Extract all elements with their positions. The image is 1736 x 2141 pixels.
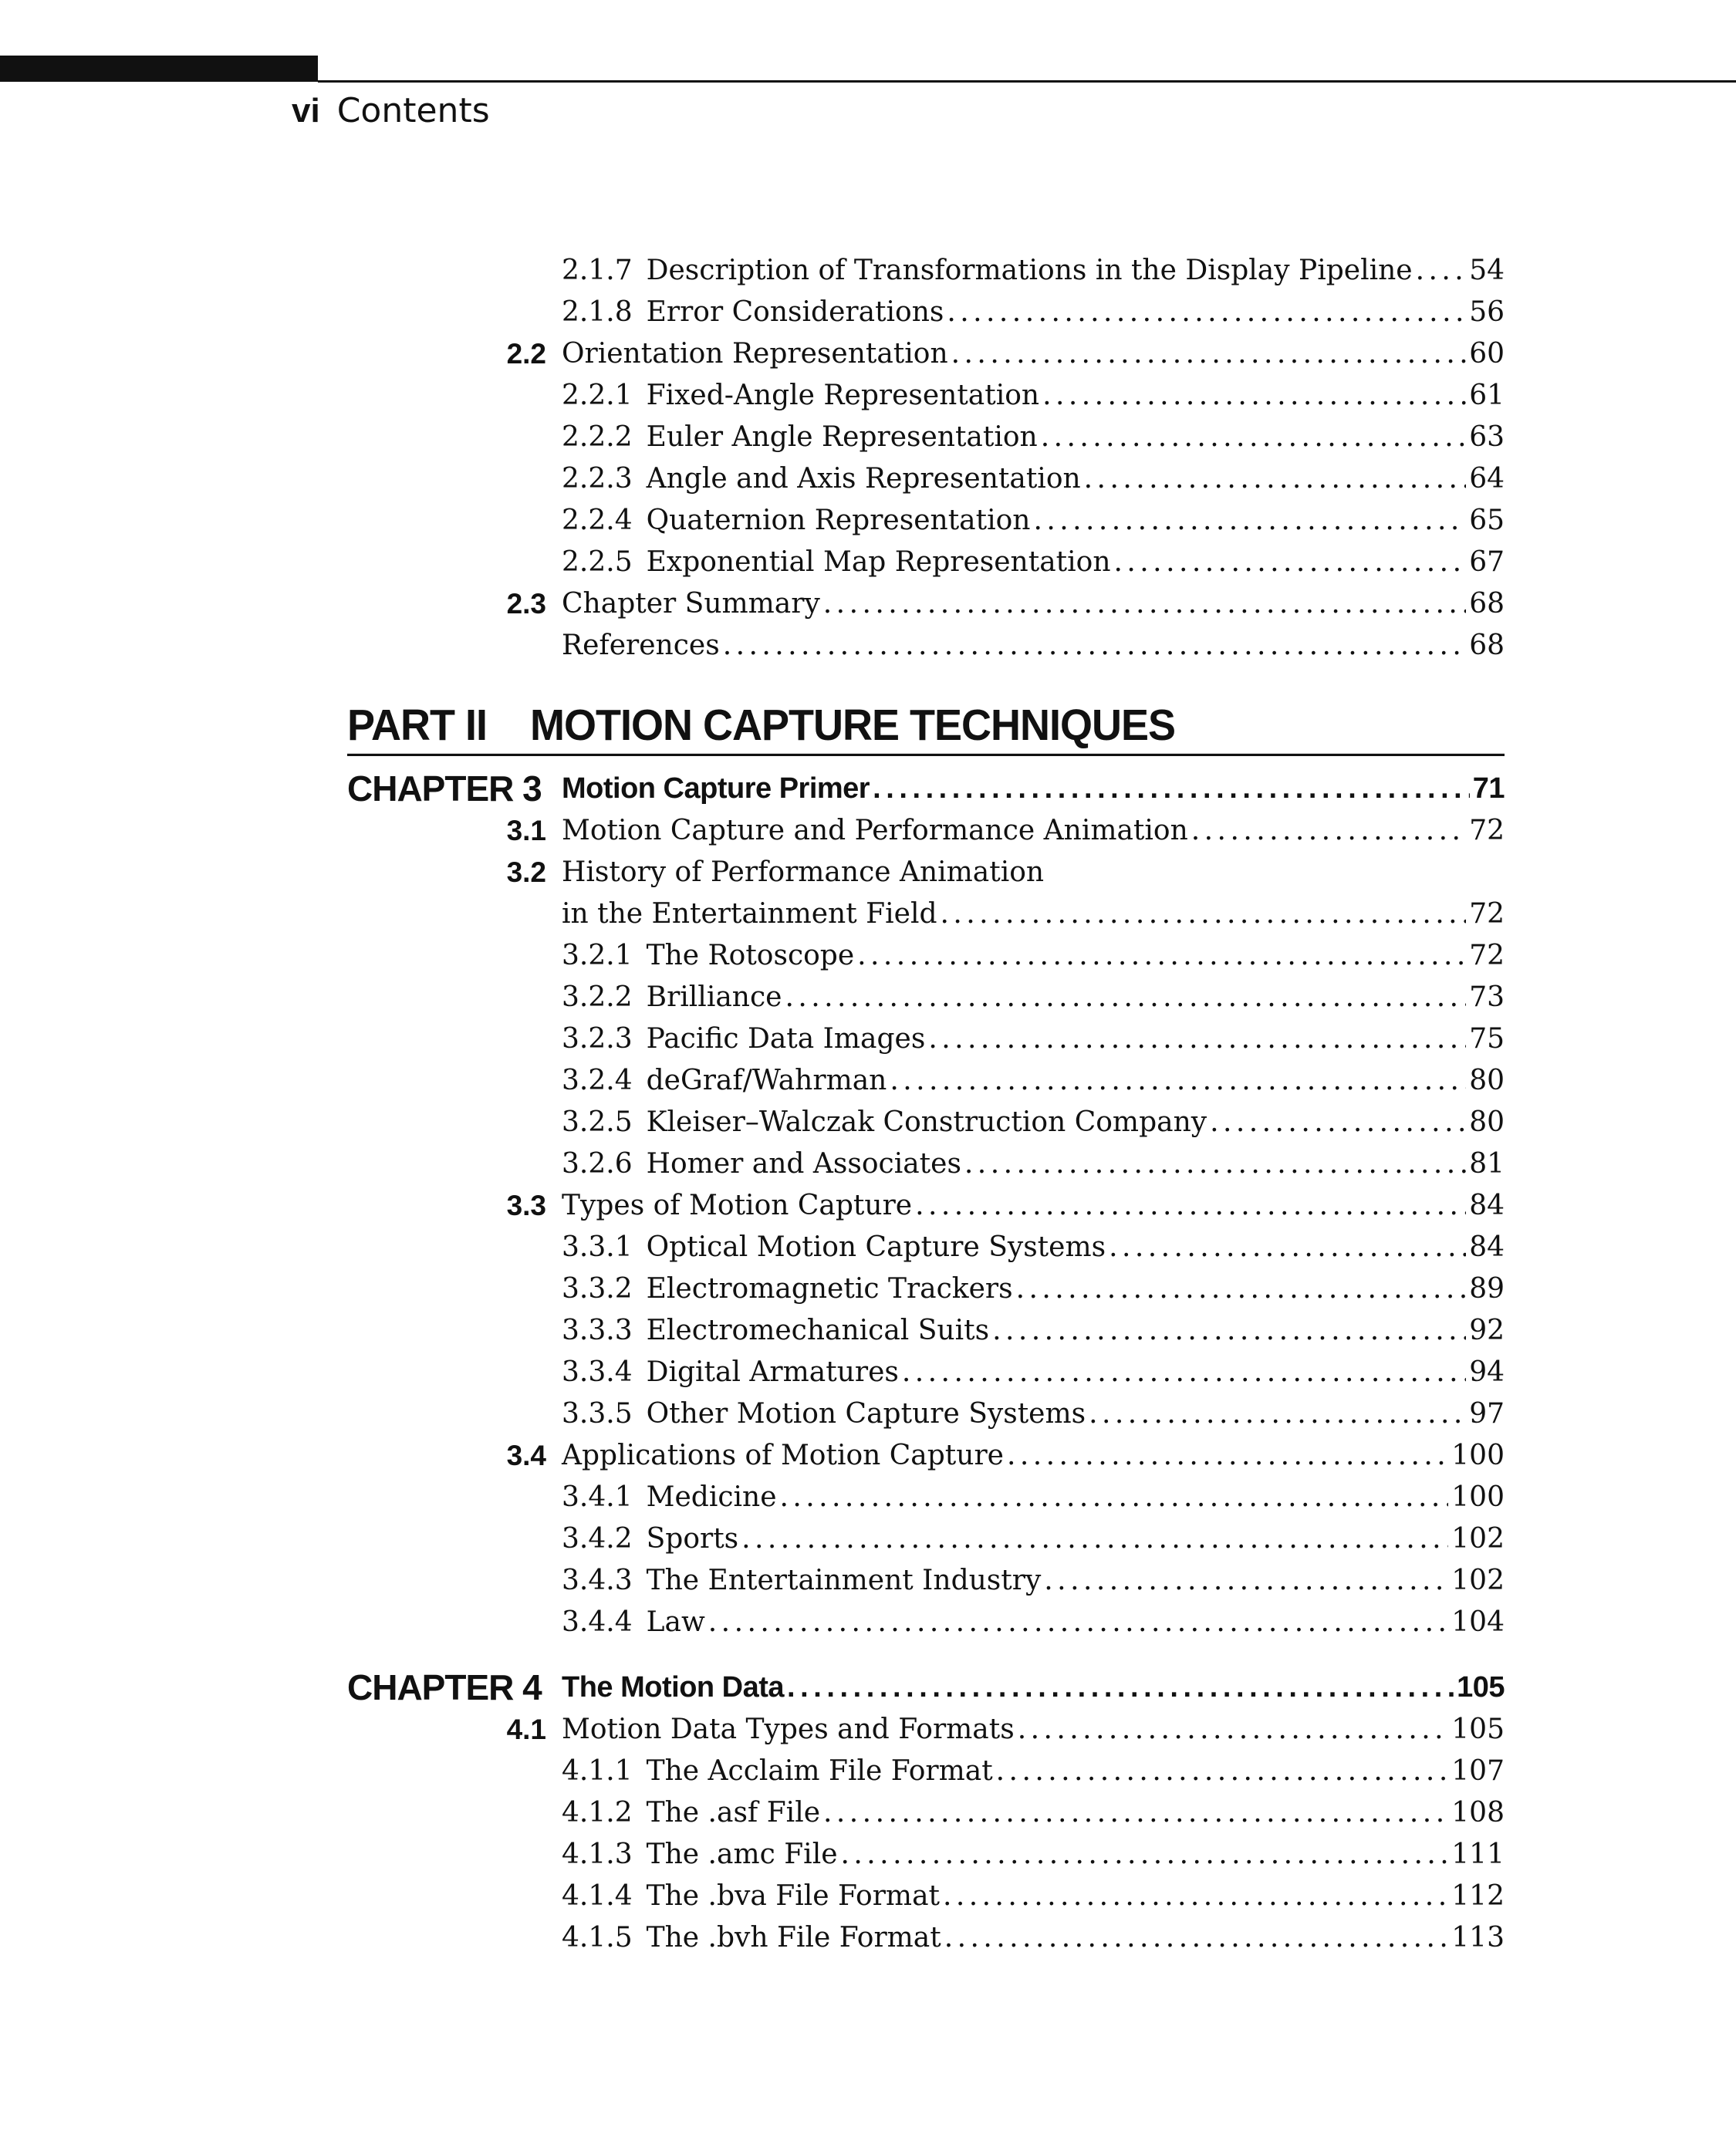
subsection-number: 3.3.3 [562, 1315, 633, 1346]
subsection-number: 2.1.7 [562, 255, 633, 286]
dot-leader [823, 1792, 1448, 1834]
toc-entry [0, 625, 1736, 667]
dot-leader [780, 1477, 1449, 1518]
chapter-entry [0, 1664, 1736, 1710]
section-number: 2.2 [506, 338, 546, 370]
entry-page: 89 [1469, 1273, 1505, 1305]
chapter-page: 71 [1472, 772, 1505, 805]
entry-page: 111 [1451, 1839, 1505, 1870]
entry-line [562, 1143, 1505, 1185]
entry-line [562, 810, 1505, 852]
chapter-entry [0, 765, 1736, 812]
entry-line [562, 1917, 1505, 1959]
dot-leader [1109, 1227, 1466, 1268]
entry-page: 113 [1451, 1922, 1505, 1954]
entry-title: Description of Transformations in the Display Pipeline [646, 255, 1413, 286]
dot-leader [1191, 810, 1466, 852]
entry-page: 63 [1469, 421, 1505, 453]
entry-line [562, 1751, 1505, 1792]
entry-page: 81 [1469, 1148, 1505, 1180]
entry-title: The Rotoscope [646, 940, 855, 971]
subsection-number: 2.2.4 [562, 505, 633, 536]
toc-entry [0, 1792, 1736, 1834]
dot-leader [928, 1018, 1466, 1060]
subsection-number: 3.3.5 [562, 1398, 633, 1430]
entry-title: The Acclaim File Format [646, 1755, 993, 1787]
entry-title: Fixed-Angle Representation [646, 380, 1040, 411]
entry-page: 84 [1469, 1231, 1505, 1263]
entry-title: Digital Armatures [646, 1356, 899, 1388]
entry-title: Motion Capture and Performance Animation [562, 815, 1188, 846]
entry-title: Pacific Data Images [646, 1023, 926, 1055]
subsection-number: 3.4.2 [562, 1523, 633, 1555]
toc-entry [0, 977, 1736, 1018]
dot-leader [947, 292, 1466, 333]
entry-line [562, 1560, 1505, 1602]
dot-leader [1114, 542, 1467, 583]
toc-entry [0, 542, 1736, 583]
entry-line [562, 1792, 1505, 1834]
subsection-number: 3.3.4 [562, 1356, 633, 1388]
entry-page: 102 [1451, 1565, 1505, 1596]
subsection-number: 3.2.2 [562, 981, 633, 1013]
entry-page: 80 [1469, 1106, 1505, 1138]
dot-leader [873, 765, 1470, 812]
entry-line [562, 1060, 1505, 1102]
entry-page: 64 [1469, 463, 1505, 495]
entry-title: Types of Motion Capture [562, 1190, 913, 1221]
dot-leader [1007, 1435, 1448, 1477]
entry-line [562, 1018, 1505, 1060]
subsection-number: 4.1.3 [562, 1839, 633, 1870]
toc-entry [0, 1709, 1736, 1751]
entry-title: The Entertainment Industry [646, 1565, 1042, 1596]
dot-leader [841, 1834, 1449, 1876]
entry-title: The .amc File [646, 1839, 838, 1870]
toc-entry [0, 1310, 1736, 1352]
toc-entry [0, 1477, 1736, 1518]
header-rule [318, 80, 1736, 83]
entry-page: 72 [1469, 940, 1505, 971]
entry-line [562, 625, 1505, 667]
entry-title: Sports [646, 1523, 739, 1555]
entry-title: The .asf File [646, 1797, 821, 1829]
dot-leader [902, 1352, 1466, 1393]
entry-page: 65 [1469, 505, 1505, 536]
toc-entry [0, 1876, 1736, 1917]
subsection-number: 3.2.1 [562, 940, 633, 971]
entry-title: Motion Data Types and Formats [562, 1714, 1015, 1745]
entry-page: 56 [1469, 296, 1505, 328]
entry-title: Exponential Map Representation [646, 546, 1111, 578]
toc-entry [0, 500, 1736, 542]
part-label: PART II [347, 701, 487, 750]
chapter-page: 105 [1457, 1671, 1505, 1704]
entry-title: Optical Motion Capture Systems [646, 1231, 1106, 1263]
subsection-number: 2.2.2 [562, 421, 633, 453]
part-heading [347, 691, 1505, 756]
chapter-label: CHAPTER 3 [347, 768, 542, 809]
subsection-number: 3.2.5 [562, 1106, 633, 1138]
entry-title: Orientation Representation [562, 338, 948, 370]
entry-line [562, 1352, 1505, 1393]
entry-line [562, 1834, 1505, 1876]
entry-line [562, 893, 1505, 935]
subsection-number: 2.1.8 [562, 296, 633, 328]
entry-page: 72 [1469, 898, 1505, 930]
entry-page: 68 [1469, 630, 1505, 661]
dot-leader [1033, 500, 1466, 542]
dot-leader [1210, 1102, 1466, 1143]
toc-entry [0, 250, 1736, 292]
chapter-label: CHAPTER 4 [347, 1667, 542, 1707]
running-head [292, 91, 490, 137]
toc-entry [0, 852, 1736, 893]
toc-entry [0, 1018, 1736, 1060]
entry-title: in the Entertainment Field [562, 898, 937, 930]
toc-entry [0, 1602, 1736, 1643]
entry-page: 94 [1469, 1356, 1505, 1388]
entry-title: Kleiser–Walczak Construction Company [646, 1106, 1207, 1138]
entry-page: 97 [1469, 1398, 1505, 1430]
entry-line [562, 1602, 1505, 1643]
entry-title: Error Considerations [646, 296, 944, 328]
entry-line [562, 333, 1505, 375]
entry-page: 105 [1451, 1714, 1505, 1745]
entry-title: Applications of Motion Capture [562, 1440, 1004, 1471]
dot-leader [964, 1143, 1466, 1185]
toc-entry [0, 292, 1736, 333]
subsection-number: 3.4.1 [562, 1481, 633, 1513]
entry-line [562, 458, 1505, 500]
toc-entry [0, 1834, 1736, 1876]
subsection-number: 3.4.4 [562, 1606, 633, 1638]
entry-title: Homer and Associates [646, 1148, 961, 1180]
toc-entry [0, 583, 1736, 625]
entry-title: Euler Angle Representation [646, 421, 1038, 453]
header-bar [0, 56, 318, 82]
subsection-number: 4.1.5 [562, 1922, 633, 1954]
toc-entry [0, 375, 1736, 417]
subsection-number: 3.4.3 [562, 1565, 633, 1596]
dot-leader [996, 1751, 1449, 1792]
dot-leader [943, 1876, 1448, 1917]
dot-leader [1042, 375, 1466, 417]
page-number: vi [292, 92, 320, 130]
toc-entry [0, 417, 1736, 458]
entry-line [562, 1227, 1505, 1268]
entry-page: 67 [1469, 546, 1505, 578]
dot-leader [944, 1917, 1449, 1959]
running-title: Contents [336, 91, 490, 130]
toc-entry [0, 935, 1736, 977]
dot-leader [708, 1602, 1448, 1643]
dot-leader [1416, 250, 1467, 292]
subsection-number: 3.3.1 [562, 1231, 633, 1263]
entry-line [562, 1102, 1505, 1143]
toc-entry [0, 1393, 1736, 1435]
subsection-number: 2.2.1 [562, 380, 633, 411]
dot-leader [1044, 1560, 1448, 1602]
toc-entry [0, 1751, 1736, 1792]
entry-line [562, 1393, 1505, 1435]
entry-page: 60 [1469, 338, 1505, 370]
entry-page: 75 [1469, 1023, 1505, 1055]
subsection-number: 4.1.4 [562, 1880, 633, 1912]
entry-page: 100 [1451, 1440, 1505, 1471]
dot-leader [951, 333, 1467, 375]
section-number: 3.3 [506, 1190, 546, 1221]
dot-leader [787, 1664, 1454, 1710]
entry-page: 84 [1469, 1190, 1505, 1221]
entry-line [562, 852, 1044, 893]
dot-leader [1016, 1268, 1467, 1310]
entry-title: References [562, 630, 720, 661]
chapter-title: The Motion Data [562, 1671, 785, 1704]
entry-line [562, 1435, 1505, 1477]
entry-page: 61 [1469, 380, 1505, 411]
section-number: 3.4 [506, 1440, 546, 1471]
toc-entry [0, 458, 1736, 500]
entry-line [562, 292, 1505, 333]
entry-page: 108 [1451, 1797, 1505, 1829]
entry-line [562, 1477, 1505, 1518]
entry-line [562, 583, 1505, 625]
subsection-number: 4.1.1 [562, 1755, 633, 1787]
toc-entry [0, 1185, 1736, 1227]
dot-leader [1041, 417, 1466, 458]
toc-entry [0, 1268, 1736, 1310]
entry-line [562, 1268, 1505, 1310]
entry-line [562, 935, 1505, 977]
entry-page: 73 [1469, 981, 1505, 1013]
subsection-number: 2.2.5 [562, 546, 633, 578]
dot-leader [823, 583, 1466, 625]
entry-title: History of Performance Animation [562, 856, 1045, 888]
toc-entry [0, 1560, 1736, 1602]
entry-title: Brilliance [646, 981, 782, 1013]
entry-line [562, 1185, 1505, 1227]
toc-entry [0, 1435, 1736, 1477]
section-number: 3.1 [506, 815, 546, 846]
dot-leader [1089, 1393, 1466, 1435]
entry-page: 92 [1469, 1315, 1505, 1346]
toc-entry [0, 333, 1736, 375]
toc-entry [0, 1227, 1736, 1268]
entry-title: Electromagnetic Trackers [646, 1273, 1013, 1305]
dot-leader [741, 1518, 1448, 1560]
entry-page: 72 [1469, 815, 1505, 846]
entry-line [562, 542, 1505, 583]
subsection-number: 4.1.2 [562, 1797, 633, 1829]
entry-page: 100 [1451, 1481, 1505, 1513]
subsection-number: 3.3.2 [562, 1273, 633, 1305]
entry-line [562, 1310, 1505, 1352]
part-title: MOTION CAPTURE TECHNIQUES [530, 701, 1176, 750]
entry-title: Electromechanical Suits [646, 1315, 990, 1346]
toc-entry [0, 1143, 1736, 1185]
toc-entry [0, 893, 1736, 935]
toc-entry [0, 810, 1736, 852]
entry-title: Angle and Axis Representation [646, 463, 1081, 495]
section-number: 4.1 [506, 1714, 546, 1745]
entry-page: 112 [1451, 1880, 1505, 1912]
entry-line [562, 977, 1505, 1018]
section-number: 3.2 [506, 856, 546, 888]
dot-leader [1018, 1709, 1449, 1751]
chapter-line [562, 1664, 1505, 1710]
chapter-line [562, 765, 1505, 812]
dot-leader [941, 893, 1467, 935]
toc-entry [0, 1917, 1736, 1959]
entry-line [562, 1876, 1505, 1917]
section-number: 2.3 [506, 588, 546, 620]
entry-line [562, 1709, 1505, 1751]
toc-entry [0, 1518, 1736, 1560]
toc-entry [0, 1352, 1736, 1393]
entry-title: Other Motion Capture Systems [646, 1398, 1086, 1430]
entry-page: 68 [1469, 588, 1505, 620]
entry-line [562, 375, 1505, 417]
subsection-number: 3.2.3 [562, 1023, 633, 1055]
chapter-title: Motion Capture Primer [562, 772, 870, 805]
entry-title: Quaternion Representation [646, 505, 1031, 536]
entry-title: deGraf/Wahrman [646, 1065, 887, 1096]
dot-leader [723, 625, 1467, 667]
dot-leader [785, 977, 1466, 1018]
entry-line [562, 250, 1505, 292]
dot-leader [1084, 458, 1467, 500]
dot-leader [915, 1185, 1466, 1227]
entry-title: The .bva File Format [646, 1880, 940, 1912]
entry-line [562, 417, 1505, 458]
entry-title: Law [646, 1606, 705, 1638]
entry-title: Medicine [646, 1481, 777, 1513]
entry-line [562, 500, 1505, 542]
dot-leader [992, 1310, 1466, 1352]
subsection-number: 3.2.6 [562, 1148, 633, 1180]
toc-entry [0, 1102, 1736, 1143]
subsection-number: 3.2.4 [562, 1065, 633, 1096]
dot-leader [890, 1060, 1466, 1102]
toc-entry [0, 1060, 1736, 1102]
entry-title: Chapter Summary [562, 588, 820, 620]
entry-page: 80 [1469, 1065, 1505, 1096]
dot-leader [857, 935, 1466, 977]
entry-line [562, 1518, 1505, 1560]
entry-page: 54 [1469, 255, 1505, 286]
entry-page: 104 [1451, 1606, 1505, 1638]
entry-title: The .bvh File Format [646, 1922, 941, 1954]
entry-page: 107 [1451, 1755, 1505, 1787]
subsection-number: 2.2.3 [562, 463, 633, 495]
entry-page: 102 [1451, 1523, 1505, 1555]
